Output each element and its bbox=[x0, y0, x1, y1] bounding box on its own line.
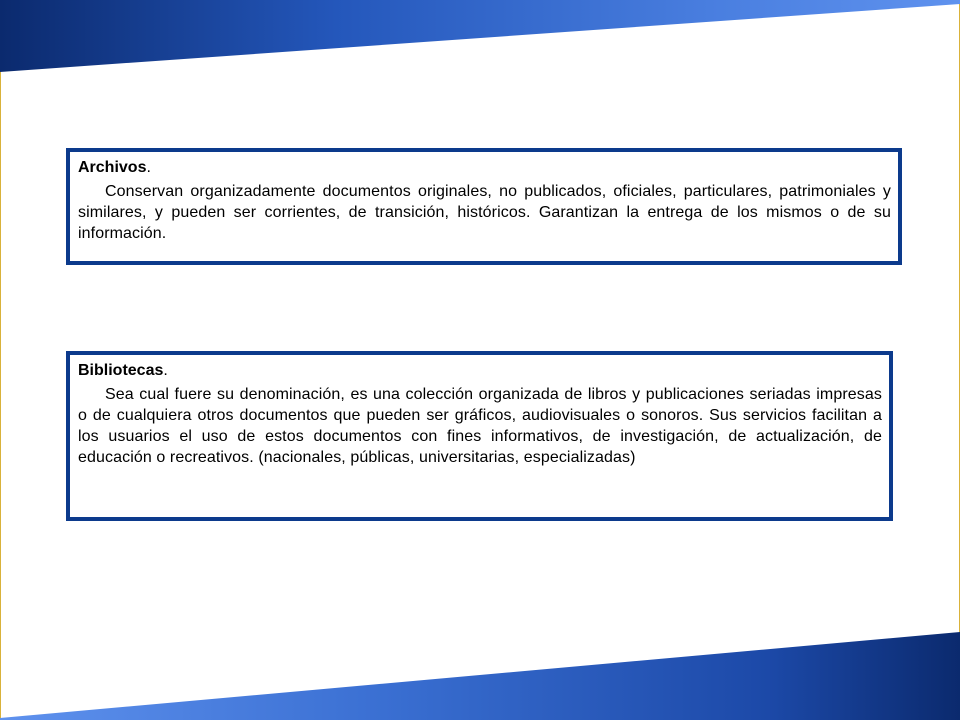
bibliotecas-title: Bibliotecas bbox=[78, 362, 164, 379]
bibliotecas-body: Sea cual fuere su denominación, es una colección organizada de libros y publicaciones seriadas impresas o de cualquiera otros documentos que pueden ser gráficos, audiovisuales o sonoros. Sus servicios facilitan a los usuarios el uso de estos documentos con fines informativos, de investigación, de actualización, de educación o recreativos. (nacionales, públicas, universitarias, especializadas) bbox=[78, 386, 882, 466]
archivos-heading bbox=[78, 157, 891, 178]
archivos-title-suffix: . bbox=[146, 159, 151, 176]
top-band bbox=[0, 0, 960, 72]
archivos-card bbox=[66, 148, 902, 265]
archivos-title: Archivos bbox=[78, 159, 147, 176]
bibliotecas-heading bbox=[78, 360, 882, 381]
bottom-band bbox=[0, 632, 960, 720]
bibliotecas-card bbox=[66, 351, 893, 521]
archivos-body: Conservan organizadamente documentos originales, no publicados, oficiales, particulares, patrimoniales y similares, y pueden ser corrientes, de transición, históricos. Garantizan la entrega de los mismos o de su información. bbox=[78, 183, 891, 242]
bibliotecas-title-suffix: . bbox=[163, 362, 168, 379]
